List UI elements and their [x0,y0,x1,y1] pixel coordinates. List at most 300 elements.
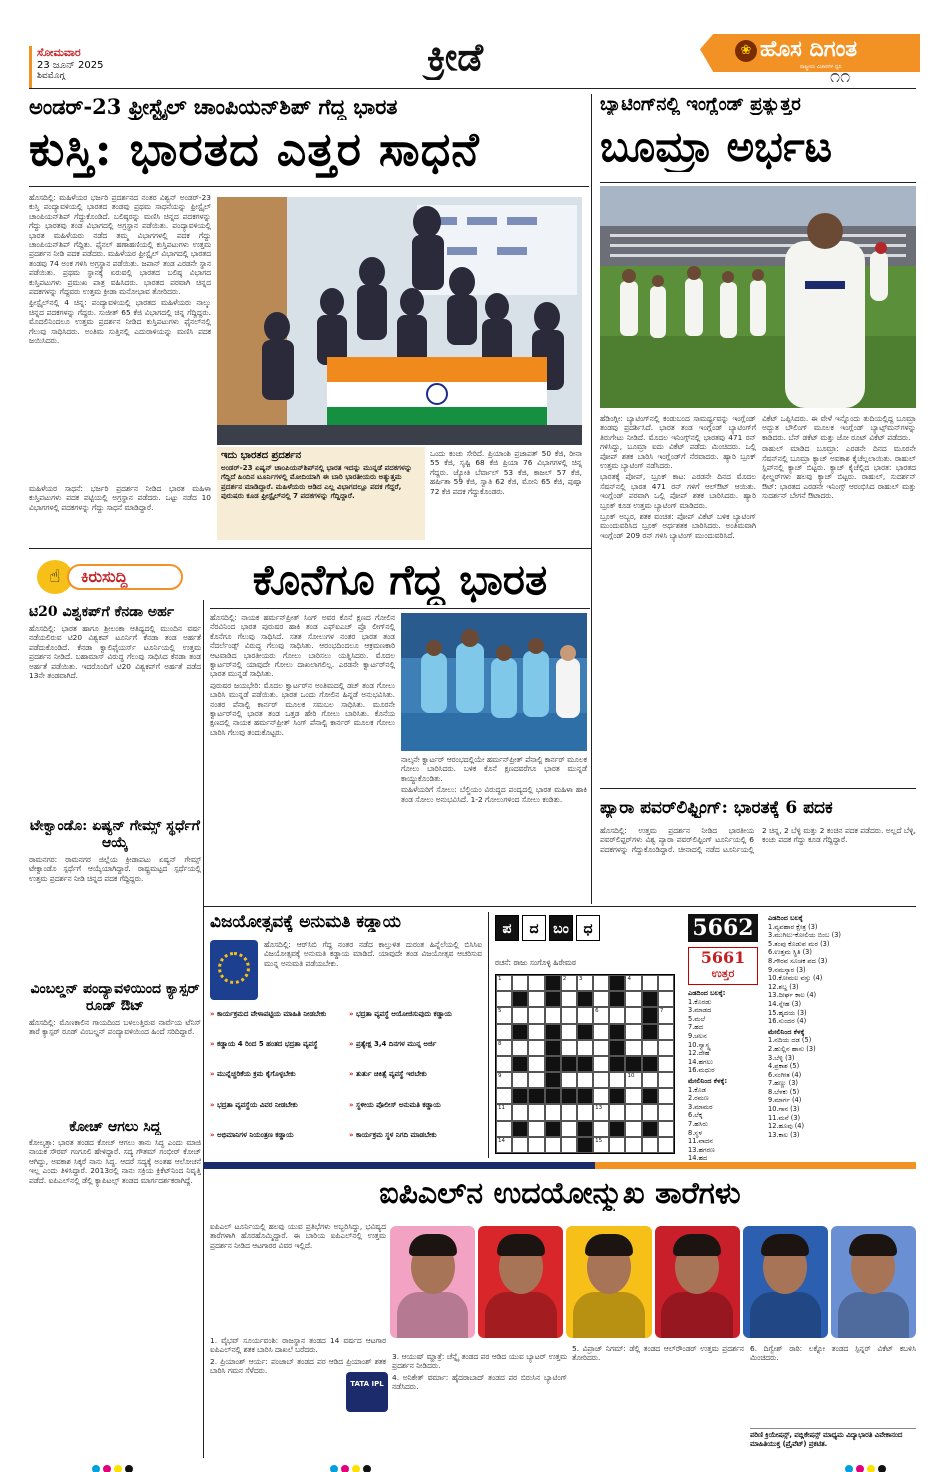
crossword-cell[interactable] [577,1072,593,1088]
clue-item: 10.ಕೋಮಲ ವಸ್ತು (4) [768,974,823,983]
bumrah-sub-pope: ಭಾರತಕ್ಕೆ ಪೋಪ್, ಬ್ರೂಕ್ ಕಾಟ: ಎರಡನೇ ದಿನದ ಮೊದಲ ಸೆಷನ್‌ನಲ್ಲಿ ಭಾರತ 471 ರನ್ ಗಳಿಗೆ ಆಲ್‌ಔಟ್ ಆಯಿತು. ಇಂಗ್ಲೆಂಡ್ ಪರವಾಗಿ ಒಲ್ಲಿ ಪೋಪ್ ಶತಕ ಬಾರಿಸಿದರು. ಹ್ಯಾರಿ ಬ್ರೂಕ್ ಕೂಡ ಉತ್ತಮ ಬ್ಯಾಟಿಂಗ್ ಮಾಡಿದರು. [600,472,756,510]
crossword-cell[interactable] [642,1024,658,1040]
prev-puzzle-number: 5661 [700,948,746,967]
crossword-cell[interactable] [496,1088,512,1104]
crossword-cell[interactable] [561,1137,577,1153]
crossword-cell[interactable] [577,1137,593,1153]
clue-item: 8.ಗೌರವ ಸೂಚಕ ಪದ (3) [768,956,828,965]
crossword-cell[interactable]: 15 [593,1137,609,1153]
vijay-bullet-item: » ಅಭಿಮಾನಿಗಳ ನಿಯಂತ್ರಣ ಕಡ್ಡಾಯ [210,1130,294,1139]
crossword-cell[interactable] [561,1007,577,1023]
vijay-bullet-item: » ತುರ್ತು ಚಿಕಿತ್ಸೆ ವ್ಯವಸ್ಥೆ ಇರಬೇಕು [349,1070,427,1079]
crossword-cell[interactable] [625,1088,641,1104]
crossword-cell[interactable] [593,1040,609,1056]
crossword-cell[interactable] [512,1088,528,1104]
crossword-cell[interactable] [561,1072,577,1088]
ipl-player-photo [831,1226,916,1338]
crossword-cell[interactable] [577,1056,593,1072]
player-jersey [485,1292,557,1338]
wrestling-body-col3: ಒಂದು ಕಂಚು ಸೇರಿದೆ. ಪ್ರಿಯಾಂಶಿ ಪ್ರಜಾಪತ್ 50 ಕೆಜಿ, ರೀನಾ 55 ಕೆಜಿ, ಸೃಷ್ಟಿ 68 ಕೆಜಿ ಪ್ರಿಯಾ 76 ವಿಭಾಗಗಳಲ್ಲಿ ಚಿನ್ನ ಗೆದ್ದರು. ಜ್ಯೋತಿ ಬೆರ್ವಾಲ್ 53 ಕೆಜಿ, ಕಾಜಲ್ 57 ಕೆಜಿ, ಹರ್ಷಿತಾ 59 ಕೆಜಿ, ಸ್ವಾತಿ 62 ಕೆಜಿ, ಮೋನಿ 65 ಕೆಜಿ, ಪುಷ್ಪಾ 72 ಕೆಜಿ ಪದಕ ಗೆದ್ದುಕೊಂಡರು. [430,449,582,496]
clue-item: 10.ಗಾನ (3) [768,1105,800,1114]
bumrah-kicker: ಬ್ಯಾಟಿಂಗ್‌ನಲ್ಲಿ ಇಂಗ್ಲೆಂಡ್ ಪ್ರತ್ಯುತ್ತರ [600,94,801,115]
crossword-title-letter: ದ [522,915,546,941]
ipl-item-6: 6. ದಿಗ್ವೇಶ್ ರಾಠಿ: ಲಕ್ನೋ ತಂಡದ ಸ್ಪಿನ್ನರ್ ವಿಕೆಟ್ ಕಬಳಿಸಿ ಮಿಂಚಿದರು. [750,1344,916,1363]
crossword-title-letter: ಧ [576,915,600,941]
crossword-cell[interactable] [577,1104,593,1120]
clue-item: 16.ಸುಂದರ (4) [768,1017,807,1026]
clue-item: 2.ಹುಲ್ಲಿನ ಹಾಸು (3) [768,1044,816,1053]
bumrah-body-col2: ವಿಕೆಟ್ ಒಪ್ಪಿಸಿದರು. ಈ ವೇಳೆ ಇನ್ನೊಂದು ತುದಿಯಲ್ಲಿದ್ದ ಬೂಮ್ರಾ ಅದ್ಭುತ ಬೌಲಿಂಗ್ ಮೂಲಕ ಇಂಗ್ಲೆಂಡ್ ಬ್ಯಾಟ್ಸ್‌ಮನ್‌ಗಳನ್ನು ಕಾಡಿದರು. ಬೆನ್ ಡಕೆಟ್ ಮತ್ತು ಜೋ ರೂಟ್ ವಿಕೆಟ್ ಪಡೆದರು. ರಾಹುಲ್ ಮಾಡಿದ ಬೂಮ್ರಾ: ಎರಡನೇ ದಿನದ ಮೂರನೇ ಸೆಷನ್‌ನಲ್ಲಿ ಬೂಮ್ರಾ ಕ್ಯಾಚ್ ಅವಕಾಶ ಕೈಚೆಲ್ಲಲಾಯಿತು. ರಾಹುಲ್ ಸ್ಲಿಪ್‌ನಲ್ಲಿ ಕ್ಯಾಚ್ ಬಿಟ್ಟರು. ಕ್ಯಾಚ್ ಕೈಚೆಲ್ಲಿದ ಭಾರತ: ಭಾರತದ ಫೀಲ್ಡರ್‌ಗಳು ಹಲವು ಕ್ಯಾಚ್ ಬಿಟ್ಟರು. ರಾಹುಲ್, ಸುದರ್ಶನ್ ಔಟ್: ಭಾರತದ ಎರಡನೇ ಇನಿಂಗ್ಸ್ ಆರಂಭಿಸಿದ ರಾಹುಲ್ ಮತ್ತು ಸುದರ್ಶನ್ ಬೇಗನೆ ಔಟಾದರು. [762,414,916,501]
bumrah-photo [600,186,916,408]
crossword-cell[interactable] [609,1137,625,1153]
ipl-item-2: 2. ಪ್ರಿಯಾಂಶ್ ಆರ್ಯ: ಪಂಜಾಬ್ ತಂಡದ ಪರ ಆಡಿದ ಪ್ರಿಯಾಂಶ್ ಶತಕ ಬಾರಿಸಿ ಗಮನ ಸೆಳೆದರು. [210,1356,386,1376]
crossword-cell[interactable] [625,1056,641,1072]
answer-item: 13.ಹಗರಣ [688,1145,715,1154]
crossword-cell[interactable] [658,1121,674,1137]
crossword-cell[interactable] [561,1040,577,1056]
crossword-cell[interactable] [658,1088,674,1104]
clue-item: 4.ಪ್ರಕಾಶ (5) [768,1062,800,1071]
crossword-cell[interactable] [625,1137,641,1153]
crossword-cell[interactable] [625,1007,641,1023]
vijay-bullets [210,1010,482,1158]
bcci-logo [210,940,258,1000]
player-hair [849,1234,897,1256]
crossword-cell[interactable] [642,1056,658,1072]
answer-item: 16.ಮಧುರ [688,1066,715,1075]
crossword-cell[interactable]: 14 [496,1137,512,1153]
vijay-bullet-item: » ಭದ್ರತಾ ವ್ಯವಸ್ಥೆ ಆಯೋಜಿಸುವುದು ಕಡ್ಡಾಯ [349,1010,452,1018]
ipl-col2 [392,1352,567,1456]
ipl-player-photo [478,1226,563,1338]
brief1-text: ಹೊಸದಿಲ್ಲಿ: ಭಾರತ ಹಾಗೂ ಶ್ರೀಲಂಕಾ ಆತಿಥ್ಯದಲ್ಲಿ ಮುಂದಿನ ವರ್ಷ ನಡೆಯಲಿರುವ ಟಿ20 ವಿಶ್ವಕಪ್ ಟೂರ್ನಿಗೆ ಕೆನಡಾ ತಂಡ ಅರ್ಹತೆ ಪಡೆದುಕೊಂಡಿದೆ. ಕೆನಡಾ ಕ್ವಾಲಿಫೈಯರ್ಸ್ ಟೂರ್ನಿಯಲ್ಲಿ ಉತ್ತಮ ಪ್ರದರ್ಶನ ನೀಡಿದೆ. ಬಹಾಮಾಸ್ ವಿರುದ್ಧ ಗೆಲುವು ಸಾಧಿಸಿದ ಕೆನಡಾ ತಂಡ ಅರ್ಹತೆ ಪಡೆಯಿತು. ಇದರೊಂದಿಗೆ ಟಿ20 ವಿಶ್ವಕಪ್‌ಗೆ ಅರ್ಹತೆ ಪಡೆದ 13ನೇ ತಂಡವಾಗಿದೆ. [29,624,201,681]
para-headline: ಪ್ಯಾರಾ ಪವರ್‌ಲಿಫ್ಟಿಂಗ್: ಭಾರತಕ್ಕೆ 6 ಪದಕ [600,798,833,818]
ipl-col3 [572,1344,744,1456]
masthead-date: 23 ಜೂನ್ 2025 [37,60,104,71]
player-jersey [750,1292,822,1338]
crossword-title-letter: ಪ [495,915,519,941]
answer-item: 12.ದೇಹ [688,1049,710,1058]
bullet-arrow-icon: » [210,1010,217,1018]
wrestling-headline: ಕುಸ್ತಿ: ಭಾರತದ ಎತ್ತರ ಸಾಧನೆ [29,122,480,176]
registration-dots-right [845,1458,889,1472]
wrestling-sub-freestyle: ಫ್ರೀಸ್ಟೈಲ್‌ನಲ್ಲಿ 4 ಚಿನ್ನ: ಪಂದ್ಯಾವಳಿಯಲ್ಲಿ ಭಾರತದ ಮಹಿಳೆಯರು ನಾಲ್ಕು ಚಿನ್ನದ ಪದಕಗಳನ್ನು ಗೆದ್ದರು. ಸುಜೀತ್ 65 ಕೆಜಿ ವಿಭಾಗದಲ್ಲಿ ಚಿನ್ನ ಗೆದ್ದಿದ್ದರು. ಮೊದಲಿನಿಂದಲೂ ಉತ್ತಮ ಪ್ರದರ್ಶನ ನೀಡಿದ ಕುಸ್ತಿಪಟುಗಳು ಫೈನಲ್‌ನಲ್ಲಿ ಗೆಲುವು ಸಾಧಿಸಿದರು. ಅಂತಿಮ ಸುತ್ತಿನಲ್ಲಿ ಎದುರಾಳಿಯನ್ನು ಮಣಿಸಿ ಪದಕ ಜಯಿಸಿದರು. [29,298,211,346]
hockey-photo-art [401,613,587,751]
crossword-cell[interactable] [625,1040,641,1056]
crossword-cell[interactable] [609,1056,625,1072]
briefs-hand-icon: ☝ [37,560,73,594]
bullet-arrow-icon: » [349,1010,356,1018]
section-title: ಕ್ರೀಡೆ [426,34,484,79]
page-number: ೧೧ [830,66,851,87]
player-hair [761,1234,809,1256]
answer-item: 9.ಚಲನ [688,1031,707,1040]
wrestling-photo-art [217,197,582,445]
crossword-cell[interactable] [512,1056,528,1072]
answer-item: 1.ಕೊಡ [688,1085,706,1094]
ipl-player-photo [390,1226,475,1338]
crossword-cell[interactable] [577,1088,593,1104]
hockey-body-col2: ನಾಲ್ಕನೇ ಕ್ವಾರ್ಟರ್ ಆರಂಭದಲ್ಲಿಯೇ ಹರ್ಮನ್‌ಪ್ರೀತ್ ಪೆನಾಲ್ಟಿ ಕಾರ್ನರ್ ಮೂಲಕ ಗೋಲು ಬಾರಿಸಿದರು. ಬಳಿಕ ಕೊನೆ ಕ್ಷಣದವರೆಗೂ ಭಾರತ ಮುನ್ನಡೆ ಕಾಯ್ದುಕೊಂಡಿತು. ಮಹಿಳೆಯರಿಗೆ ಸೋಲು: ಬೆಲ್ಜಿಯಂ ವಿರುದ್ಧದ ಪಂದ್ಯದಲ್ಲಿ ಭಾರತ ಮಹಿಳಾ ಹಾಕಿ ತಂಡ ಸೋಲು ಅನುಭವಿಸಿದೆ. 1-2 ಗೋಲುಗಳಿಂದ ಸೋಲು ಕಂಡಿತು. [401,755,587,804]
crossword-cell[interactable] [642,1104,658,1120]
brief4-text: ಕೋಲ್ಕತ್ತಾ: ಭಾರತ ತಂಡದ ಕೋಚ್ ಆಗಲು ತಾನು ಸಿದ್ಧ ಎಂದು ಮಾಜಿ ನಾಯಕ ಸೌರವ್ ಗಂಗೂಲಿ ಹೇಳಿದ್ದಾರೆ. ಸದ್ಯ ಗೌತಮ್ ಗಂಭೀರ್ ಕೋಚ್ ಆಗಿದ್ದು, ಅವಕಾಶ ಸಿಕ್ಕರೆ ನಾನು ಸಿದ್ಧ. ಆದರೆ ಸದ್ಯಕ್ಕೆ ಅಂತಹ ಆಲೋಚನೆ ಇಲ್ಲ ಎಂದು ತಿಳಿಸಿದ್ದಾರೆ. 2013ರಲ್ಲಿ ನಾನು ಸಕ್ರಿಯ ಕ್ರಿಕೆಟ್‌ನಿಂದ ನಿವೃತ್ತಿ ಪಡೆದೆ. ಐಪಿಎಲ್‌ನಲ್ಲಿ ಡೆಲ್ಲಿ ಕ್ಯಾಪಿಟಲ್ಸ್ ತಂಡದ ಮಾರ್ಗದರ್ಶಕರಾಗಿದ್ದೆ. [29,1138,201,1185]
crossword-cell[interactable] [545,991,561,1007]
player-jersey [838,1292,910,1338]
crossword-cell[interactable] [642,1121,658,1137]
clue-item: 15.ಹೃದಯ (3) [768,1008,807,1017]
crossword-cell[interactable] [512,1072,528,1088]
crossword-cell[interactable] [545,975,561,991]
crossword-cell[interactable] [561,991,577,1007]
crossword-cell[interactable] [577,1121,593,1137]
crossword-cell[interactable] [642,991,658,1007]
crossword-cell[interactable] [658,1072,674,1088]
crossword-cell[interactable] [512,1024,528,1040]
clue-item: 9.ಮಾರ್ಗ (4) [768,1096,802,1105]
vijay-right-rule [488,912,489,1158]
crossword-cell[interactable] [496,1024,512,1040]
hockey-headline: ಕೊನೆಗೂ ಗೆದ್ದ ಭಾರತ [252,555,548,604]
brief4-headline: ಕೋಚ್ ಆಗಲು ಸಿದ್ಧ [69,1119,161,1135]
vijay-bullet-item: » ಕಡ್ಡಾಯ 4 ರಿಂದ 5 ಹಂತದ ಭದ್ರತಾ ವ್ಯವಸ್ಥೆ [210,1040,318,1049]
clue-item: 1.ನದಿಯ ದಡ (5) [768,1036,812,1045]
crossword-cell[interactable] [528,1072,544,1088]
vijay-bullet-item: » ಕಾರ್ಯಕ್ರಮ ಸ್ಥಳ ನಿಗದಿ ಮಾಡಬೇಕು [349,1130,437,1139]
puzzle-number: 5662 [688,914,758,942]
crossword-cell[interactable] [528,991,544,1007]
crossword-cell[interactable] [545,1121,561,1137]
answer-item: 11.ವಾದನ [688,1137,713,1146]
answer-down-list [688,1086,760,1163]
player-hair [673,1234,721,1256]
crossword-cell[interactable] [528,1121,544,1137]
crossword-cell[interactable] [593,1056,609,1072]
briefs-right-rule [203,600,204,1458]
answer-item: 10.ಸ್ವಾಸ್ಥ್ಯ [688,1040,711,1049]
crossword-cell[interactable]: 8 [496,1040,512,1056]
crossword-cell[interactable] [593,1088,609,1104]
clue-item: 13.ಕಾಲ (3) [768,1130,800,1139]
clue-item: 11.ಮನೆ (3) [768,1113,801,1122]
registration-dots-mid [330,1458,374,1472]
crossword-cell[interactable] [609,1024,625,1040]
answer-item: 7.ಹಸಿರು [688,1119,708,1128]
hockey-sub-women: ಮಹಿಳೆಯರಿಗೆ ಸೋಲು: ಬೆಲ್ಜಿಯಂ ವಿರುದ್ಧದ ಪಂದ್ಯದಲ್ಲಿ ಭಾರತ ಮಹಿಳಾ ಹಾಕಿ ತಂಡ ಸೋಲು ಅನುಭವಿಸಿದೆ. 1-2 ಗೋಲುಗಳಿಂದ ಸೋಲು ಕಂಡಿತು. [401,785,587,804]
ipl-item-5: 5. ವಿಪ್ರಾಜ್ ನಿಗಮ್: ಡೆಲ್ಲಿ ತಂಡದ ಆಲ್‌ರೌಂಡರ್ ಉತ್ತಮ ಪ್ರದರ್ಶನ ತೋರಿದರು. [572,1344,744,1363]
player-jersey [661,1292,733,1338]
crossword-cell[interactable] [593,991,609,1007]
crossword-cell[interactable] [577,1007,593,1023]
crossword-cell[interactable] [642,1072,658,1088]
crossword-cell[interactable] [658,1024,674,1040]
briefs-logo [33,558,183,596]
crossword-cell[interactable] [528,1007,544,1023]
vijay-bullet-item: » ಪ್ರತ್ಯೇಕ್ಷ 3,4 ದಿನಗಳ ಮುನ್ನ ಅರ್ಜಿ [349,1040,437,1049]
crossword-byline: ರಚನೆ: ರಾಜು ಸಂಗೊಳ್ಳಿ ಹಿರೇಮಠ [495,958,576,967]
bumrah-sub-rahul: ರಾಹುಲ್ ಮಾಡಿದ ಬೂಮ್ರಾ: ಎರಡನೇ ದಿನದ ಮೂರನೇ ಸೆಷನ್‌ನಲ್ಲಿ ಬೂಮ್ರಾ ಕ್ಯಾಚ್ ಅವಕಾಶ ಕೈಚೆಲ್ಲಲಾಯಿತು. ರಾಹುಲ್ ಸ್ಲಿಪ್‌ನಲ್ಲಿ ಕ್ಯಾಚ್ ಬಿಟ್ಟರು. ಕ್ಯಾಚ್ ಕೈಚೆಲ್ಲಿದ ಭಾರತ: ಭಾರತದ ಫೀಲ್ಡರ್‌ಗಳು ಹಲವು ಕ್ಯಾಚ್ ಬಿಟ್ಟರು. ರಾಹುಲ್, ಸುದರ್ಶನ್ ಔಟ್: ಭಾರತದ ಎರಡನೇ ಇನಿಂಗ್ಸ್ ಆರಂಭಿಸಿದ ರಾಹುಲ್ ಮತ್ತು ಸುದರ್ಶನ್ ಬೇಗನೆ ಔಟಾದರು. [762,444,916,501]
crossword-cell[interactable] [642,1040,658,1056]
crossword-cell[interactable] [512,1104,528,1120]
bumrah-photo-art [600,186,916,408]
crossword-cell[interactable] [658,975,674,991]
crossword-cell[interactable] [545,1040,561,1056]
crossword-cell[interactable] [545,1137,561,1153]
answer-box [688,947,758,985]
crossword-cell[interactable] [512,991,528,1007]
brief3-text: ಹೊಸದಿಲ್ಲಿ: ಮೊಣಕಾಲಿನ ಗಾಯದಿಂದ ಬಳಲುತ್ತಿರುವ ನಾರ್ವೆಯ ಟೆನಿಸ್ ತಾರೆ ಕ್ಯಾಸ್ಪರ್ ರೂಡ್ ವಿಂಬಲ್ಡನ್ ಪಂದ್ಯಾವಳಿಯಿಂದ ಹಿಂದೆ ಸರಿದಿದ್ದಾರೆ. [29,1018,201,1037]
player-jersey [397,1292,469,1338]
crossword-cell[interactable]: 10 [625,1072,641,1088]
bullet-arrow-icon: » [349,1040,356,1049]
crossword-cell[interactable] [658,1040,674,1056]
ipl-headline: ಐಪಿಎಲ್‌ನ ಉದಯೋನ್ಮುಖ ತಾರೆಗಳು [379,1176,741,1211]
vijay-bullet-item: » ಸ್ಥಳೀಯ ಪೊಲೀಸ್ ಅನುಮತಿ ಕಡ್ಡಾಯ [349,1100,441,1109]
ipl-logo: TATA IPL [346,1372,388,1412]
masthead-rule [29,88,916,89]
brief3-headline: ವಿಂಬಲ್ಡನ್ ಪಂದ್ಯಾವಳಿಯಿಂದ ಕ್ಯಾಸ್ಪರ್ ರೂಡ್ ಔಟ್ [30,981,200,1014]
crossword-cell[interactable] [512,975,528,991]
bullet-arrow-icon: » [210,1070,217,1079]
wrestling-team-photo [217,197,582,445]
crossword-cell[interactable] [545,1072,561,1088]
briefs-column [29,604,201,1459]
crossword-cell[interactable] [609,1104,625,1120]
brief2-text: ರಾಮನಗರ: ರಾಮನಗರ ಜಿಲ್ಲೆಯ ಕ್ರೀಡಾಪಟು ಏಷ್ಯನ್ ಗೇಮ್ಸ್ ಟೇಕ್ವಾಂಡೊ ಸ್ಪರ್ಧೆಗೆ ಆಯ್ಕೆಯಾಗಿದ್ದಾರೆ. ರಾಷ್ಟ್ರಮಟ್ಟದ ಸ್ಪರ್ಧೆಯಲ್ಲಿ ಉತ್ತಮ ಪ್ರದರ್ಶನ ನೀಡಿ ಚಿನ್ನದ ಪದಕ ಗೆದ್ದಿದ್ದರು. [29,855,201,883]
clue-item: 8.ಬೆಳಕು (5) [768,1087,800,1096]
crossword-cell[interactable] [609,1072,625,1088]
player-hair [585,1234,633,1256]
crossword-cell[interactable] [512,1137,528,1153]
crossword-cell[interactable] [625,1104,641,1120]
brief2-headline: ಟೇಕ್ವಾಂಡೊ: ಏಷ್ಯನ್ ಗೇಮ್ಸ್ ಸ್ಥರ್ಧೆಗೆ ಆಯ್ಕೆ [30,818,200,851]
lotus-icon: ❀ [735,40,757,62]
crossword-cell[interactable] [658,1137,674,1153]
clue-item: 3.ಬೆಳ್ಳಿ (3) [768,1053,795,1062]
vijay-bullet-item: » ಮುನ್ನೆಚ್ಚರಿಕೆಯ ಕ್ರಮ ಕೈಗೊಳ್ಳಬೇಕು [210,1070,296,1079]
bullet-arrow-icon: » [210,1130,217,1139]
answer-item: 14.ಹಗಲು [688,1057,713,1066]
crossword-cell[interactable] [528,1137,544,1153]
ipl-col4 [750,1344,916,1424]
crossword-cell[interactable] [642,1007,658,1023]
crossword-cell[interactable] [625,991,641,1007]
crossword-cell[interactable] [658,1104,674,1120]
crossword-title-letter: ಬಂ [549,915,573,941]
caption-title: ಇದು ಭಾರತದ ಪ್ರದರ್ಶನ [221,450,302,461]
wrestling-head-rule [29,186,589,187]
ipl-item-1: 1. ವೈಭವ್ ಸೂರ್ಯವಂಶಿ: ರಾಜಸ್ಥಾನ ತಂಡದ 14 ವರ್ಷದ ಆಟಗಾರ ಐಪಿಎಲ್‌ನಲ್ಲಿ ಶತಕ ಬಾರಿಸಿ ದಾಖಲೆ ಬರೆದರು. [210,1336,386,1355]
answer-item: 1.ಕೊರಡು [688,997,712,1006]
crossword-cell[interactable] [642,975,658,991]
crossword-title [495,915,669,943]
crossword-cell[interactable] [561,1088,577,1104]
answer-item: 7.ಹದ [688,1023,704,1032]
bullet-arrow-icon: » [349,1070,356,1079]
vijay-bullet-item: » ಭದ್ರತಾ ವ್ಯವಸ್ಥೆಯ ವಿವರ ನೀಡಬೇಕು [210,1100,298,1109]
crossword-cell[interactable] [609,1121,625,1137]
clue-item: 14.ಸ್ನೇಹ (3) [768,999,802,1008]
masthead-day: ಸೋಮವಾರ [37,46,81,59]
answer-item: 5.ಮಲೆ [688,1014,706,1023]
crossword-cell[interactable] [609,1040,625,1056]
crossword-cell[interactable] [545,1056,561,1072]
crossword-cell[interactable]: 6 [593,1007,609,1023]
crossword-cell[interactable] [496,1056,512,1072]
crossword-grid [495,974,675,1154]
player-jersey [573,1292,645,1338]
answer-item: 2.ರಮಣ [688,1094,709,1103]
crossword-cell[interactable] [593,1072,609,1088]
ipl-player-photos [390,1226,916,1338]
answer-down-title: ಮೇಲಿನಿಂದ ಕೆಳಕ್ಕೆ: [688,1076,728,1085]
crossword-cell[interactable] [577,1040,593,1056]
crossword-cell[interactable] [609,1088,625,1104]
bcci-emblem-icon [218,952,250,984]
bumrah-headline: ಬೂಮ್ರಾ ಅರ್ಭಟ [600,122,833,171]
hockey-photo [401,613,587,751]
ipl-item-3: 3. ಆಯುಷ್ ಮ್ಹಾತ್ರೆ: ಚೆನ್ನೈ ತಂಡದ ಪರ ಆಡಿದ ಯುವ ಬ್ಯಾಟರ್ ಉತ್ತಮ ಪ್ರದರ್ಶನ ನೀಡಿದರು. [392,1352,567,1371]
crossword-cell[interactable]: 5 [496,1007,512,1023]
bumrah-sub-brook: ಬ್ರೂಕ್ ಅಬ್ಬರ, ಶತಕ ವಂಚಿತ: ಪೋಪ್ ವಿಕೆಟ್ ಬಳಿಕ ಬ್ಯಾಟಿಂಗ್ ಮುಂದುವರಿಸಿದ ಬ್ರೂಕ್ ಅರ್ಧಶತಕ ಬಾರಿಸಿದರು. ಅಂತಿಮವಾಗಿ ಇಂಗ್ಲೆಂಡ್ 209 ರನ್ ಗಳಿಸಿ ಬ್ಯಾಟಿಂಗ್ ಮುಂದುವರಿಸಿದೆ. [600,512,756,540]
crossword-cell[interactable] [561,1024,577,1040]
briefs-top-rule [29,548,591,549]
player-hair [497,1234,545,1256]
clue-item: 7.ಹಣ್ಣು (3) [768,1079,798,1088]
bullet-arrow-icon: » [210,1040,217,1049]
crossword-cell[interactable]: 3 [577,975,593,991]
clue-item: 1.ವ್ಯವಹಾರ ಕ್ಷೇತ್ರ (3) [768,922,818,931]
crossword-cell[interactable]: 11 [496,1104,512,1120]
bullet-arrow-icon: » [210,1100,217,1109]
crossword-cell[interactable]: 2 [561,975,577,991]
briefs-label: ಕಿರುಸುದ್ದಿ [81,567,128,586]
crossword-cell[interactable] [512,1121,528,1137]
crossword-cell[interactable] [658,991,674,1007]
ipl-player-photo [655,1226,740,1338]
crossword-cell[interactable] [496,1121,512,1137]
clue-item: 6.ಸಂಗೀತ (4) [768,1070,802,1079]
answer-across-list [688,998,760,1075]
crossword-cell[interactable] [561,1121,577,1137]
crossword-cell[interactable] [625,1024,641,1040]
crossword-cell[interactable] [496,991,512,1007]
clue-item: 12.ಶಬ್ದ (3) [768,982,799,991]
clue-down-list [768,1036,916,1139]
crossword-cell[interactable] [561,1104,577,1120]
clue-item: 6.ಉತ್ತಮ ಸ್ಥಿತಿ (3) [768,948,812,957]
brief1-headline: ಟಿ20 ವಿಶ್ವಕಪ್‌ಗೆ ಕೆನಡಾ ಅರ್ಹ [29,604,175,620]
ipl-top-band [203,1162,916,1169]
crossword-cell[interactable] [545,1088,561,1104]
crossword-cell[interactable] [593,975,609,991]
clue-across-title: ಎಡದಿಂದ ಬಲಕ್ಕೆ [768,914,803,922]
para-top-rule [600,788,916,789]
crossword-cell[interactable]: 1 [496,975,512,991]
para-body: ಹೊಸದಿಲ್ಲಿ: ಉತ್ತಮ ಪ್ರದರ್ಶನ ನೀಡಿದ ಭಾರತೀಯ ಪವರ್‌ಲಿಫ್ಟರ್‌ಗಳು ವಿಶ್ವ ಪ್ಯಾರಾ ಪವರ್‌ಲಿಫ್ಟಿಂಗ್ ಟೂರ್ನಿಯಲ್ಲಿ 6 ಪದಕಗಳನ್ನು ಗೆದ್ದುಕೊಂಡಿದ್ದಾರೆ. ಚೀನಾದಲ್ಲಿ ನಡೆದ ಟೂರ್ನಿಯಲ್ಲಿ 2 ಚಿನ್ನ, 2 ಬೆಳ್ಳಿ ಮತ್ತು 2 ಕಂಚಿನ ಪದಕ ಪಡೆದರು. ಅಲ್ಲದೆ ಬೆಳ್ಳಿ, ಕಂಚು ಪದಕ ಗೆದ್ದು ಕೂಡ ಗೆದ್ದಿದ್ದಾರೆ. [600,826,916,854]
answer-item: 14.ಹದ [688,1154,708,1163]
answer-across-title: ಎಡದಿಂದ ಬಲಕ್ಕೆ: [688,989,726,997]
clue-lists [768,914,916,1158]
bumrah-head-rule [600,182,916,183]
crossword-cell[interactable] [545,1024,561,1040]
clue-item: 12.ಹೂವು (4) [768,1122,805,1131]
crossword-cell[interactable] [577,991,593,1007]
clue-down-title: ಮೇಲಿನಿಂದ ಕೆಳಕ್ಕೆ [768,1027,805,1036]
crossword-cell[interactable] [609,991,625,1007]
player-hair [409,1234,457,1256]
ipl-footer: ಪರಿಣಿ ಕ್ರಿಯೇಷನ್ಸ್, ಪಬ್ಲಿಕೇಷನ್ಸ್ ಮಾಧ್ಯಮ ವಿದ್ಯಾಭಾರತಿ ವಿವೇಕಾನಂದ ಮಾಹಿತಿಯುಕ್ತ (ಪ್ರೈವೆಟ್) ಪ್ರಕಟಿತ. [750,1428,916,1448]
crossword-cell[interactable] [545,1007,561,1023]
crossword-cell[interactable] [642,1088,658,1104]
crossword-cell[interactable] [545,1104,561,1120]
masthead [0,0,945,88]
crossword-cell[interactable] [561,1056,577,1072]
crossword-cell[interactable] [528,1024,544,1040]
ipl-player-photo [743,1226,828,1338]
bullet-arrow-icon: » [349,1100,356,1109]
vijay-body: ಹೊಸದಿಲ್ಲಿ: ಆರ್‌ಸಿಬಿ ಗೆದ್ದ ನಂತರ ನಡೆದ ಕಾಲ್ತುಳಿತ ದುರಂತ ಹಿನ್ನೆಲೆಯಲ್ಲಿ ಬಿಸಿಸಿಐ ವಿಜಯೋತ್ಸವಕ್ಕೆ ಅನುಮತಿ ಕಡ್ಡಾಯ ಮಾಡಿದೆ. ಯಾವುದೇ ತಂಡ ವಿಜಯೋತ್ಸವ ಆಚರಿಸುವ ಮುನ್ನ ಅನುಮತಿ ಪಡೆಯಬೇಕು. [264,940,482,968]
crossword-cell[interactable]: 7 [658,1007,674,1023]
wrestling-body-col1: ಹೊಸದಿಲ್ಲಿ: ಮಹಿಳೆಯರ ಭರ್ಜರಿ ಪ್ರದರ್ಶನದ ನಂತರ ವಿಶ್ವನ್ ಅಂಡರ್-23 ಕುಸ್ತಿ ಪಂದ್ಯಾವಳಿಯಲ್ಲಿ ಭಾರತದ ತಂಡವು ಪ್ರಥಮ ಸಾಧನೆಯನ್ನು ಫ್ರೀಸ್ಟೈಲ್ ಚಾಂಪಿಯನ್‌ಶಿಪ್ ಗೆದ್ದುಕೊಂಡಿದೆ. ಬಲಿಷ್ಠರನ್ನು ಮಣಿಸಿ ಚಿನ್ನದ ಪದಕಗಳನ್ನು ಗೆದ್ದು ಭಾರತವು ತಂಡ ವಿಭಾಗದಲ್ಲಿ ಅಗ್ರಸ್ಥಾನ ಪಡೆಯಿತು. ಪಂದ್ಯಾವಳಿಯಲ್ಲಿ ಭಾರತ ಮಹಿಳೆಯರು ನಡೆದ ತಮ್ಮ ವಿಭಾಗಗಳಲ್ಲಿ ಪದಕ ಗೆದ್ದು ಚಾಂಪಿಯನ್‌ಶಿಪ್ ಗೆದ್ದಿತು. ಫೈನಲ್ ಹಣಾಹಣಿಯಲ್ಲಿ ಕುಸ್ತಿಪಟುಗಳು ಉತ್ತಮ ಪ್ರದರ್ಶನ ನೀಡಿ ಪದಕ ಪಡೆದರು. ಮಹಿಳೆಯರ ಫ್ರೀಸ್ಟೈಲ್ ವಿಭಾಗದಲ್ಲಿ ಭಾರತದ ತಂಡವು 74 ಅಂಕ ಗಳಿಸಿ ಅಗ್ರಸ್ಥಾನ ಪಡೆಯಿತು. ಜಪಾನ್ ತಂಡ ಎರಡನೇ ಸ್ಥಾನ ಪಡೆಯಿತು. ಪ್ರಥಮ ಸ್ಥಾನಕ್ಕೆ ಏರುವಲ್ಲಿ ಭಾರತದ ಬಲಿಷ್ಠ ವಿಭಾಗದ ಕುಸ್ತಿಪಟುಗಳು ಪ್ರಮುಖ ಪಾತ್ರ ವಹಿಸಿದರು. ಭಾರತದ ಪರವಾಗಿ ಚಿನ್ನದ ಪದಕಗಳನ್ನು ಗೆದ್ದವರು ಉತ್ತಮ ಕ್ರೀಡಾ ಮನೋಭಾವ ತೋರಿದರು. ಫ್ರೀಸ್ಟೈಲ್‌ನಲ್ಲಿ 4 ಚಿನ್ನ: ಪಂದ್ಯಾವಳಿಯಲ್ಲಿ ಭಾರತದ ಮಹಿಳೆಯರು ನಾಲ್ಕು ಚಿನ್ನದ ಪದಕಗಳನ್ನು ಗೆದ್ದರು. ಸುಜೀತ್ 65 ಕೆಜಿ ವಿಭಾಗದಲ್ಲಿ ಚಿನ್ನ ಗೆದ್ದಿದ್ದರು. ಮೊದಲಿನಿಂದಲೂ ಉತ್ತಮ ಪ್ರದರ್ಶನ ನೀಡಿದ ಕುಸ್ತಿಪಟುಗಳು ಫೈನಲ್‌ನಲ್ಲಿ ಗೆಲುವು ಸಾಧಿಸಿದರು. ಅಂತಿಮ ಸುತ್ತಿನಲ್ಲಿ ಎದುರಾಳಿಯನ್ನು ಮಣಿಸಿ ಪದಕ ಜಯಿಸಿದರು. [29,193,211,346]
hockey-body-col1: ಹೊಸದಿಲ್ಲಿ: ನಾಯಕ ಹರ್ಮನ್‌ಪ್ರೀತ್ ಸಿಂಗ್ ಅವರ ಕೊನೆ ಕ್ಷಣದ ಗೋಲಿನ ನೆರವಿನಿಂದ ಭಾರತ ಪುರುಷರ ಹಾಕಿ ತಂಡ ಎಫ್ಐಎಚ್ ಪ್ರೊ ಲೀಗ್‌ನಲ್ಲಿ ಕೊನೆಗೂ ಗೆಲುವು ಸಾಧಿಸಿದೆ. ಸತತ ಸೋಲುಗಳ ನಂತರ ಭಾರತ ತಂಡ ನೆದರ್ಲೆಂಡ್ಸ್ ವಿರುದ್ಧ ಗೆಲುವು ಸಾಧಿಸಿತು. ಆರಂಭದಿಂದಲೂ ಆಕ್ರಮಣಕಾರಿ ಆಟವಾಡಿದ ಭಾರತೀಯರು ಗೋಲು ಬಾರಿಸಲು ಯತ್ನಿಸಿದರು. ಮೊದಲ ಕ್ವಾರ್ಟರ್‌ನಲ್ಲಿ ಯಾವುದೇ ಗೋಲು ದಾಖಲಾಗಲಿಲ್ಲ. ಎರಡನೇ ಕ್ವಾರ್ಟರ್‌ನಲ್ಲಿ ಭಾರತ ಮುನ್ನಡೆ ಸಾಧಿಸಿತು. ಪುರುಷರ ಜಯಭೇರಿ: ಮೊದಲ ಕ್ವಾರ್ಟರ್‌ನ ಅಂತಿಮದಲ್ಲಿ ಡಚ್ ತಂಡ ಗೋಲು ಬಾರಿಸಿ ಮುನ್ನಡೆ ಪಡೆಯಿತು. ಭಾರತ ಒಂದು ಗೋಲಿನ ಹಿನ್ನಡೆ ಅನುಭವಿಸಿತು. ನಂತರ ಪೆನಾಲ್ಟಿ ಕಾರ್ನರ್ ಮೂಲಕ ಸಮಬಲ ಸಾಧಿಸಿತು. ಮೂರನೇ ಕ್ವಾರ್ಟರ್‌ನಲ್ಲಿ ಭಾರತ ತಂಡ ಒತ್ತಡ ಹೇರಿ ಗೋಲು ಬಾರಿಸಿತು. ಕೊನೆಯ ಕ್ಷಣದಲ್ಲಿ ನಾಯಕ ಹರ್ಮನ್‌ಪ್ರೀತ್ ಸಿಂಗ್ ಪೆನಾಲ್ಟಿ ಕಾರ್ನರ್ ಮೂಲಕ ಗೋಲು ಬಾರಿಸಿ ಗೆಲುವು ತಂದುಕೊಟ್ಟರು. [210,613,395,737]
wrestling-kicker: ಅಂಡರ್-23 ಫ್ರೀಸ್ಟೈಲ್ ಚಾಂಪಿಯನ್‌ಶಿಪ್ ಗೆದ್ದ ಭಾರತ [29,94,398,119]
crossword-cell[interactable] [528,1104,544,1120]
crossword-cell[interactable] [593,1121,609,1137]
paper-name: ಹೊಸ ದಿಗಂತ [760,36,858,62]
registration-dots-left [92,1458,136,1472]
crossword-cell[interactable]: 9 [496,1072,512,1088]
crossword-cell[interactable] [528,1040,544,1056]
hockey-sub-men: ಪುರುಷರ ಜಯಭೇರಿ: ಮೊದಲ ಕ್ವಾರ್ಟರ್‌ನ ಅಂತಿಮದಲ್ಲಿ ಡಚ್ ತಂಡ ಗೋಲು ಬಾರಿಸಿ ಮುನ್ನಡೆ ಪಡೆಯಿತು. ಭಾರತ ಒಂದು ಗೋಲಿನ ಹಿನ್ನಡೆ ಅನುಭವಿಸಿತು. ನಂತರ ಪೆನಾಲ್ಟಿ ಕಾರ್ನರ್ ಮೂಲಕ ಸಮಬಲ ಸಾಧಿಸಿತು. ಮೂರನೇ ಕ್ವಾರ್ಟರ್‌ನಲ್ಲಿ ಭಾರತ ತಂಡ ಒತ್ತಡ ಹೇರಿ ಗೋಲು ಬಾರಿಸಿತು. ಕೊನೆಯ ಕ್ಷಣದಲ್ಲಿ ನಾಯಕ ಹರ್ಮನ್‌ಪ್ರೀತ್ ಸಿಂಗ್ ಪೆನಾಲ್ಟಿ ಕಾರ್ನರ್ ಮೂಲಕ ಗೋಲು ಬಾರಿಸಿ ಗೆಲುವು ತಂದುಕೊಟ್ಟರು. [210,680,395,737]
hockey-head-rule [210,608,590,609]
crossword-cell[interactable] [625,1121,641,1137]
crossword-cell[interactable] [528,975,544,991]
clue-item: 5.ತಂಪು ಕೊಡುವ ಮರ (3) [768,939,830,948]
clue-item: 13.ದೀರ್ಘ ಕಾಲ (4) [768,991,817,1000]
ipl-item-4: 4. ಅನಿಕೇತ್ ವರ್ಮಾ: ಹೈದರಾಬಾದ್ ತಂಡದ ಪರ ಬಿರುಸಿನ ಬ್ಯಾಟಿಂಗ್ ನಡೆಸಿದರು. [392,1372,567,1392]
crossword-cell[interactable] [528,1056,544,1072]
paper-tagline: ರಾಷ್ಟ್ರೀಯ ವಿಚಾರಗಳ ಧ್ವನಿ [800,64,842,70]
answer-label: ಉತ್ತರ [711,967,735,980]
answer-item: 6.ಲೆಕ್ಕ [688,1111,703,1120]
clue-item: 3.ಮುಗಿಲು-ಕೋಲಿಯ ಬಿಂಬ (3) [768,931,841,940]
vertical-divider-top [591,94,592,904]
crossword-cell[interactable] [512,1040,528,1056]
ipl-player-photo [566,1226,651,1338]
clue-across-list [768,923,916,1026]
crossword-cell[interactable] [609,1007,625,1023]
crossword-cell[interactable]: 4 [625,975,641,991]
crossword-cell[interactable] [609,975,625,991]
crossword-cell[interactable] [658,1056,674,1072]
crossword-cell[interactable] [593,1024,609,1040]
bullet-arrow-icon: » [349,1130,356,1139]
clue-item: 9.ನಮಸ್ಕಾರ (3) [768,965,806,974]
date-block [29,46,199,88]
wrestling-caption-box [217,447,425,540]
crossword-cell[interactable] [528,1088,544,1104]
answer-item: 3.ಮಾಡದ [688,1006,712,1015]
answer-item: 8.ಸ್ಥಳ [688,1128,703,1137]
crossword-cell[interactable] [577,1024,593,1040]
masthead-city: ಶಿವಮೊಗ್ಗ [37,71,65,81]
mid-rule [203,906,916,907]
crossword-cell[interactable]: 13 [593,1104,609,1120]
ipl-intro: ಐಪಿಎಲ್ ಟೂರ್ನಿಯಲ್ಲಿ ಹಲವು ಯುವ ಪ್ರತಿಭೆಗಳು ಅಬ್ಬರಿಸಿದ್ದು, ಭವಿಷ್ಯದ ತಾರೆಗಳಾಗಿ ಹೊರಹೊಮ್ಮಿದ್ದಾರೆ. ಈ ಬಾರಿಯ ಐಪಿಎಲ್‌ನಲ್ಲಿ ಉತ್ತಮ ಪ್ರದರ್ಶನ ನೀಡಿದ ಆಟಗಾರರ ವಿವರ ಇಲ್ಲಿದೆ. [210,1222,386,1250]
vijay-bullet-item: » ಕಾರ್ಯಕ್ರಮದ ವೇಳಾಪಟ್ಟಿಯ ಮಾಹಿತಿ ನೀಡಬೇಕು [210,1010,327,1018]
crossword-cell[interactable] [642,1137,658,1153]
crossword-cell[interactable] [512,1007,528,1023]
